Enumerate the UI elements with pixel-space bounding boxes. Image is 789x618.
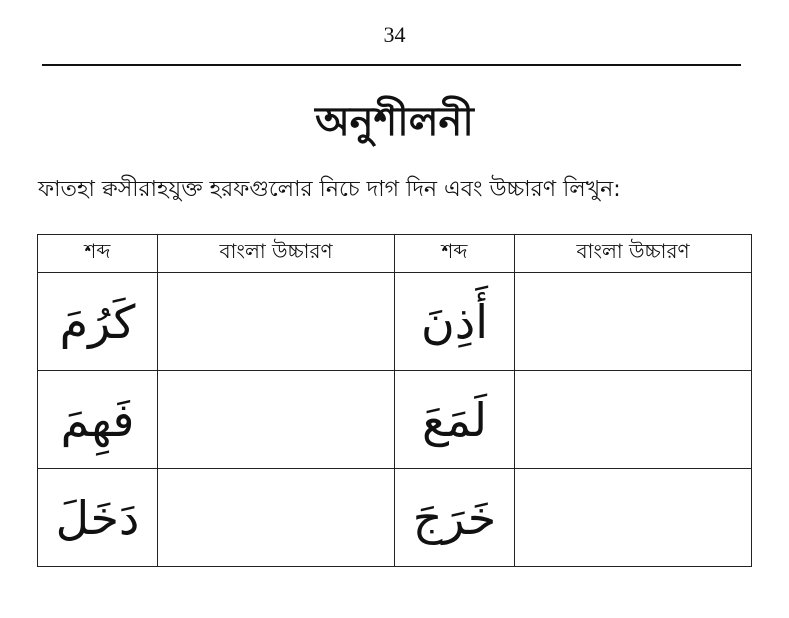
arabic-word: لَمَعَ — [395, 371, 515, 469]
pronunciation-answer-cell[interactable] — [158, 273, 395, 371]
pronunciation-answer-cell[interactable] — [515, 371, 752, 469]
exercise-instruction: ফাতহা ক্বসীরাহযুক্ত হরফগুলোর নিচে দাগ দিন এবং উচ্চারণ লিখুন: — [38, 177, 621, 202]
arabic-word: أَذِنَ — [395, 273, 515, 371]
column-header-word: শব্দ — [395, 235, 515, 273]
arabic-word: دَخَلَ — [38, 469, 158, 567]
exercise-table — [37, 234, 752, 567]
arabic-word: كَرُمَ — [38, 273, 158, 371]
table-row — [38, 469, 752, 567]
arabic-word: خَرَجَ — [395, 469, 515, 567]
pronunciation-answer-cell[interactable] — [515, 469, 752, 567]
arabic-word: فَهِمَ — [38, 371, 158, 469]
column-header-word: শব্দ — [38, 235, 158, 273]
column-header-pronunciation: বাংলা উচ্চারণ — [158, 235, 395, 273]
header-divider — [42, 64, 741, 66]
column-header-pronunciation: বাংলা উচ্চারণ — [515, 235, 752, 273]
page-number: 34 — [383, 22, 406, 47]
table-row — [38, 273, 752, 371]
pronunciation-answer-cell[interactable] — [515, 273, 752, 371]
table-header-row — [38, 235, 752, 273]
page-title: অনুশীলনী — [315, 99, 474, 145]
table-row — [38, 371, 752, 469]
pronunciation-answer-cell[interactable] — [158, 469, 395, 567]
pronunciation-answer-cell[interactable] — [158, 371, 395, 469]
